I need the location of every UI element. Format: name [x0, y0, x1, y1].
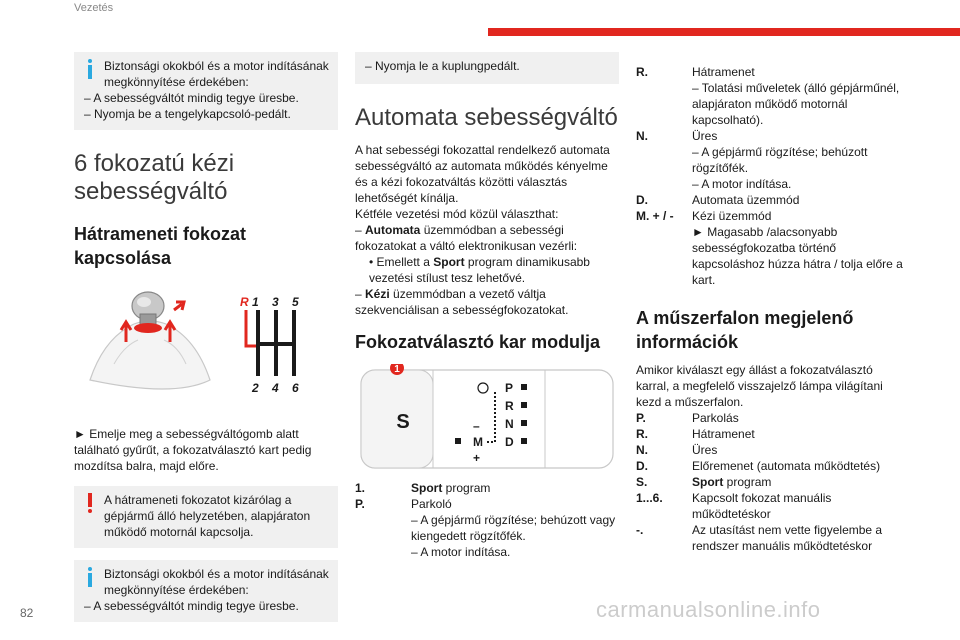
list-value: Parkolás: [692, 411, 739, 425]
list-value: Üres: [692, 443, 718, 457]
mode-manual-text: üzemmódban a vezető váltja szekvenciálisan a sebességfokozatokat.: [355, 287, 569, 317]
gear-n: N: [505, 417, 514, 431]
column-left: [74, 52, 338, 622]
warning-icon: [86, 493, 94, 513]
def-key: M. + / -: [636, 209, 674, 223]
def-key: D.: [636, 193, 648, 207]
def-manual: [636, 208, 906, 288]
list-key: D.: [636, 459, 648, 473]
instruction-text: ► Emelje meg a sebességváltógomb alatt található gyűrűt, a fokozatválasztó kart pedig mozdítsa balra, majd előre.: [74, 427, 312, 473]
section-title-manual: 6 fokozatú kézi sebességváltó: [74, 150, 235, 205]
info-item: – A sebességváltót mindig tegye üresbe.: [84, 91, 299, 105]
gear-lever-image: [74, 284, 338, 412]
automatic-intro: [355, 142, 619, 318]
list-item: [636, 458, 906, 474]
clutch-text: – Nyomja le a kuplungpedált.: [365, 59, 520, 73]
page-number: 82: [20, 606, 34, 620]
gear-d: D: [505, 435, 514, 449]
list-value: Kapcsolt fokozat manuális működtetéskor: [692, 491, 832, 521]
sport-button-label: S: [396, 411, 410, 433]
list-item: [636, 442, 906, 458]
info-text: Biztonsági okokból és a motor indításának megkönnyítése érdekében:: [104, 567, 329, 597]
def-value: [692, 64, 906, 128]
def-sport-text: program: [442, 481, 491, 495]
list-value-text: program: [723, 475, 772, 489]
def-detail: ► Magasabb /alacsonyabb sebességfokozatba történő kapcsoláshoz húzza hátra / tolja előre a kart.: [692, 225, 903, 287]
list-value-bold: Sport: [692, 475, 724, 489]
def-title: Parkoló: [411, 497, 452, 511]
def-park: [355, 496, 619, 560]
subtitle-dashboard-info: A műszerfalon megjelenő információk: [636, 308, 854, 352]
list-item: [636, 490, 906, 522]
selector-module-image: [355, 364, 619, 474]
dash: –: [355, 287, 366, 301]
gear-minus: –: [473, 419, 480, 433]
gear-shift-illustration: [74, 284, 338, 412]
header-red-bar: [488, 28, 960, 36]
list-key: R.: [636, 427, 648, 441]
section-title-automatic: Automata sebességváltó: [355, 104, 618, 131]
info-text: Biztonsági okokból és a motor indításának megkönnyítése érdekében:: [104, 59, 329, 89]
watermark-url: carmanualsonline.info: [596, 597, 821, 622]
mode-manual-label: Kézi: [365, 287, 390, 301]
bullet-prefix: • Emellett a: [369, 255, 434, 269]
warning-box: [74, 486, 338, 548]
def-sport-label: Sport: [411, 481, 443, 495]
indicator-d: [521, 438, 527, 444]
def-sport: [355, 480, 619, 496]
callout-badge-1: 1: [394, 364, 400, 375]
bullet-sport: [355, 254, 619, 286]
selector-definitions: [355, 480, 619, 560]
mode-automatic-label: Automata: [365, 223, 421, 237]
info-icon: [86, 567, 94, 587]
list-item: [636, 522, 906, 554]
def-key: R.: [636, 65, 648, 79]
bullet-sport-text: program dinamikusabb vezetési stílust tesz lehetővé.: [369, 255, 590, 285]
list-value: Az utasítást nem vette figyelembe a rendszer manuális működtetéskor: [692, 523, 883, 553]
gear-plus: +: [473, 451, 481, 465]
list-key: N.: [636, 443, 648, 457]
def-detail: – A motor indítása.: [411, 545, 511, 559]
info-icon: [86, 59, 94, 79]
header-section-label: Vezetés: [74, 2, 114, 14]
def-title: Üres: [692, 129, 718, 143]
gear-label-bottom: 2 4 6: [252, 381, 304, 395]
gear-m: M: [473, 435, 483, 449]
def-drive: [636, 192, 906, 208]
list-key: S.: [636, 475, 648, 489]
warning-text: A hátrameneti fokozatot kizárólag a gépjármű álló helyzetében, alapjáraton működő motornál kapcsolja.: [104, 493, 311, 539]
info-item: – Nyomja be a tengelykapcsoló-pedált.: [84, 107, 291, 121]
def-key: N.: [636, 129, 648, 143]
def-value: [692, 128, 906, 192]
list-value: [692, 474, 906, 490]
list-value: Előremenet (automata működtetés): [692, 459, 881, 473]
intro-paragraph: Kétféle vezetési mód közül választhat:: [355, 207, 559, 221]
indicator-p: [521, 384, 527, 390]
subtitle-reverse-gear: Hátrameneti fokozat kapcsolása: [74, 224, 247, 268]
list-item: [636, 474, 906, 490]
info-box-top: [74, 52, 338, 130]
indicator-r: [521, 402, 527, 408]
info-item: – A sebességváltót mindig tegye üresbe.: [84, 599, 299, 613]
list-key: P.: [636, 411, 646, 425]
def-reverse: [636, 64, 906, 128]
clutch-box: [355, 52, 619, 84]
def-neutral: [636, 128, 906, 192]
def-key: 1.: [355, 481, 366, 495]
indicator-m: [455, 438, 461, 444]
indicator-n: [521, 420, 527, 426]
gear-label-r: R: [240, 295, 249, 309]
mode-automatic: [355, 222, 619, 254]
list-key: 1...6.: [636, 491, 663, 505]
subtitle-selector-module: Fokozatválasztó kar modulja: [355, 332, 601, 352]
mode-manual: [355, 286, 619, 318]
gear-p: P: [505, 381, 514, 395]
def-detail: – Tolatási műveletek (álló gépjárműnél, alapjáraton működő motornál kapcsolható).: [692, 81, 900, 127]
column-middle: [355, 52, 619, 560]
def-value: [692, 208, 906, 288]
list-item: [636, 410, 906, 426]
dash: –: [355, 223, 366, 237]
gear-r: R: [505, 399, 514, 413]
mode-automatic-text: üzemmódban a sebességi fokozatokat a váltó elektronikusan vezérli:: [355, 223, 578, 253]
bullet-sport-label: Sport: [433, 255, 465, 269]
def-detail: – A gépjármű rögzítése; behúzott rögzítőfék.: [692, 145, 868, 175]
def-detail: – A motor indítása.: [692, 177, 792, 191]
gear-label-top: 1 3 5: [252, 295, 304, 309]
dashboard-intro: Amikor kiválaszt egy állást a fokozatválasztó karral, a megfelelő visszajelző lámpa világítani kezd a műszerfalon.: [636, 363, 883, 409]
list-item: [636, 426, 906, 442]
def-key: P.: [355, 497, 365, 511]
def-value: Automata üzemmód: [692, 193, 800, 207]
def-value: [411, 496, 619, 560]
intro-paragraph: A hat sebességi fokozattal rendelkező automata sebességváltó az automata működés kényelme és a kézi fokozatváltás közötti választás lehetőségét kínálja.: [355, 143, 610, 205]
column-right: [636, 64, 906, 554]
def-detail: – A gépjármű rögzítése; behúzott vagy kiengedett rögzítőfék.: [411, 513, 616, 543]
def-title: Hátramenet: [692, 65, 755, 79]
info-box-bottom: [74, 560, 338, 622]
selector-module-illustration: [355, 364, 619, 474]
def-value: [411, 480, 619, 496]
list-value: Hátramenet: [692, 427, 755, 441]
list-key: -.: [636, 523, 644, 537]
dashboard-list: [636, 410, 906, 554]
def-title: Kézi üzemmód: [692, 209, 772, 223]
